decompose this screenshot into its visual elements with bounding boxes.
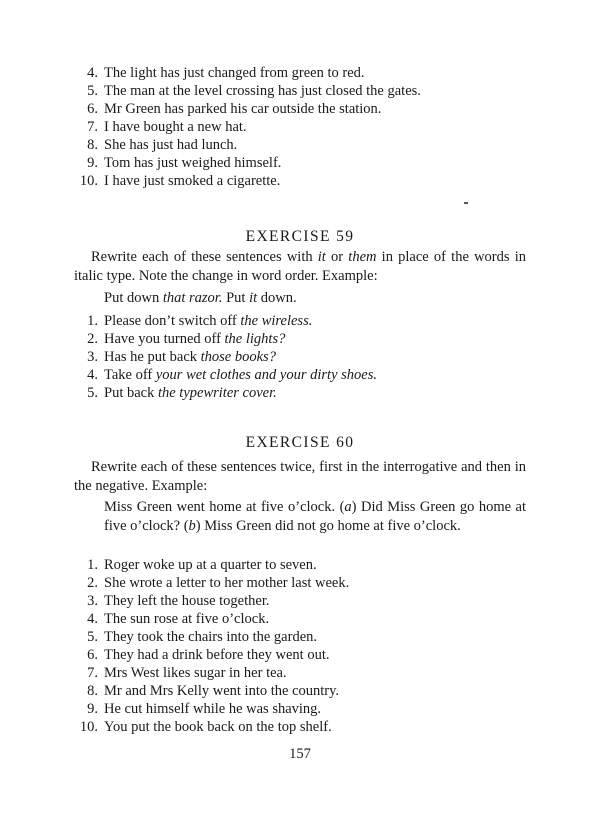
list-item: 6. They had a drink before they went out.: [87, 647, 330, 663]
page-number: 157: [289, 746, 311, 762]
list-item: 6. Mr Green has parked his car outside the station.: [87, 101, 382, 117]
list-item: 10. I have just smoked a cigarette.: [79, 173, 281, 189]
list-item: 4. The light has just changed from green to red.: [87, 65, 365, 81]
exercise-59-example: Put down that razor. Put it down.: [104, 290, 297, 306]
list-item: 5. They took the chairs into the garden.: [87, 629, 318, 645]
exercise-59-instruction: Rewrite each of these sentences with it or them in place of the words in italic type. Note the change in word order. Example:: [74, 249, 526, 284]
list-item: 8. Mr and Mrs Kelly went into the country.: [87, 683, 340, 699]
list-item: 9. Tom has just weighed himself.: [87, 155, 282, 171]
list-item: 7. I have bought a new hat.: [87, 119, 247, 135]
list-item: 5. Put back the typewriter cover.: [87, 385, 277, 401]
previous-exercise-list: [76, 64, 536, 190]
list-item: 4. The sun rose at five o’clock.: [87, 611, 270, 627]
exercise-60-instruction: Rewrite each of these sentences twice, first in the interrogative and then in the negative. Example:: [74, 459, 526, 494]
list-item: 2. Have you turned off the lights?: [87, 331, 286, 347]
list-item: 3. They left the house together.: [87, 593, 270, 609]
exercise-60-example: Miss Green went home at five o’clock. (a) Did Miss Green go home at five o’clock? (b) Miss Green did not go home at five o’clock.: [104, 499, 527, 534]
list-item: 10. You put the book back on the top shelf.: [79, 719, 332, 735]
list-item: 7. Mrs West likes sugar in her tea.: [87, 665, 287, 681]
list-item: 8. She has just had lunch.: [87, 137, 238, 153]
list-item: 9. He cut himself while he was shaving.: [87, 701, 322, 717]
list-item: 1. Please don’t switch off the wireless.: [87, 313, 313, 329]
list-item: 4. Take off your wet clothes and your dirty shoes.: [87, 367, 377, 383]
exercise-60-heading: EXERCISE 60: [245, 434, 355, 451]
list-item: 3. Has he put back those books?: [87, 349, 276, 365]
exercise-60-list: [76, 556, 536, 736]
list-item: 5. The man at the level crossing has just closed the gates.: [87, 83, 421, 99]
stray-mark: [464, 202, 468, 204]
exercise-59-list: [76, 312, 536, 402]
list-item: 2. She wrote a letter to her mother last week.: [87, 575, 350, 591]
exercise-59-heading: EXERCISE 59: [245, 228, 355, 245]
list-item: 1. Roger woke up at a quarter to seven.: [87, 557, 317, 573]
